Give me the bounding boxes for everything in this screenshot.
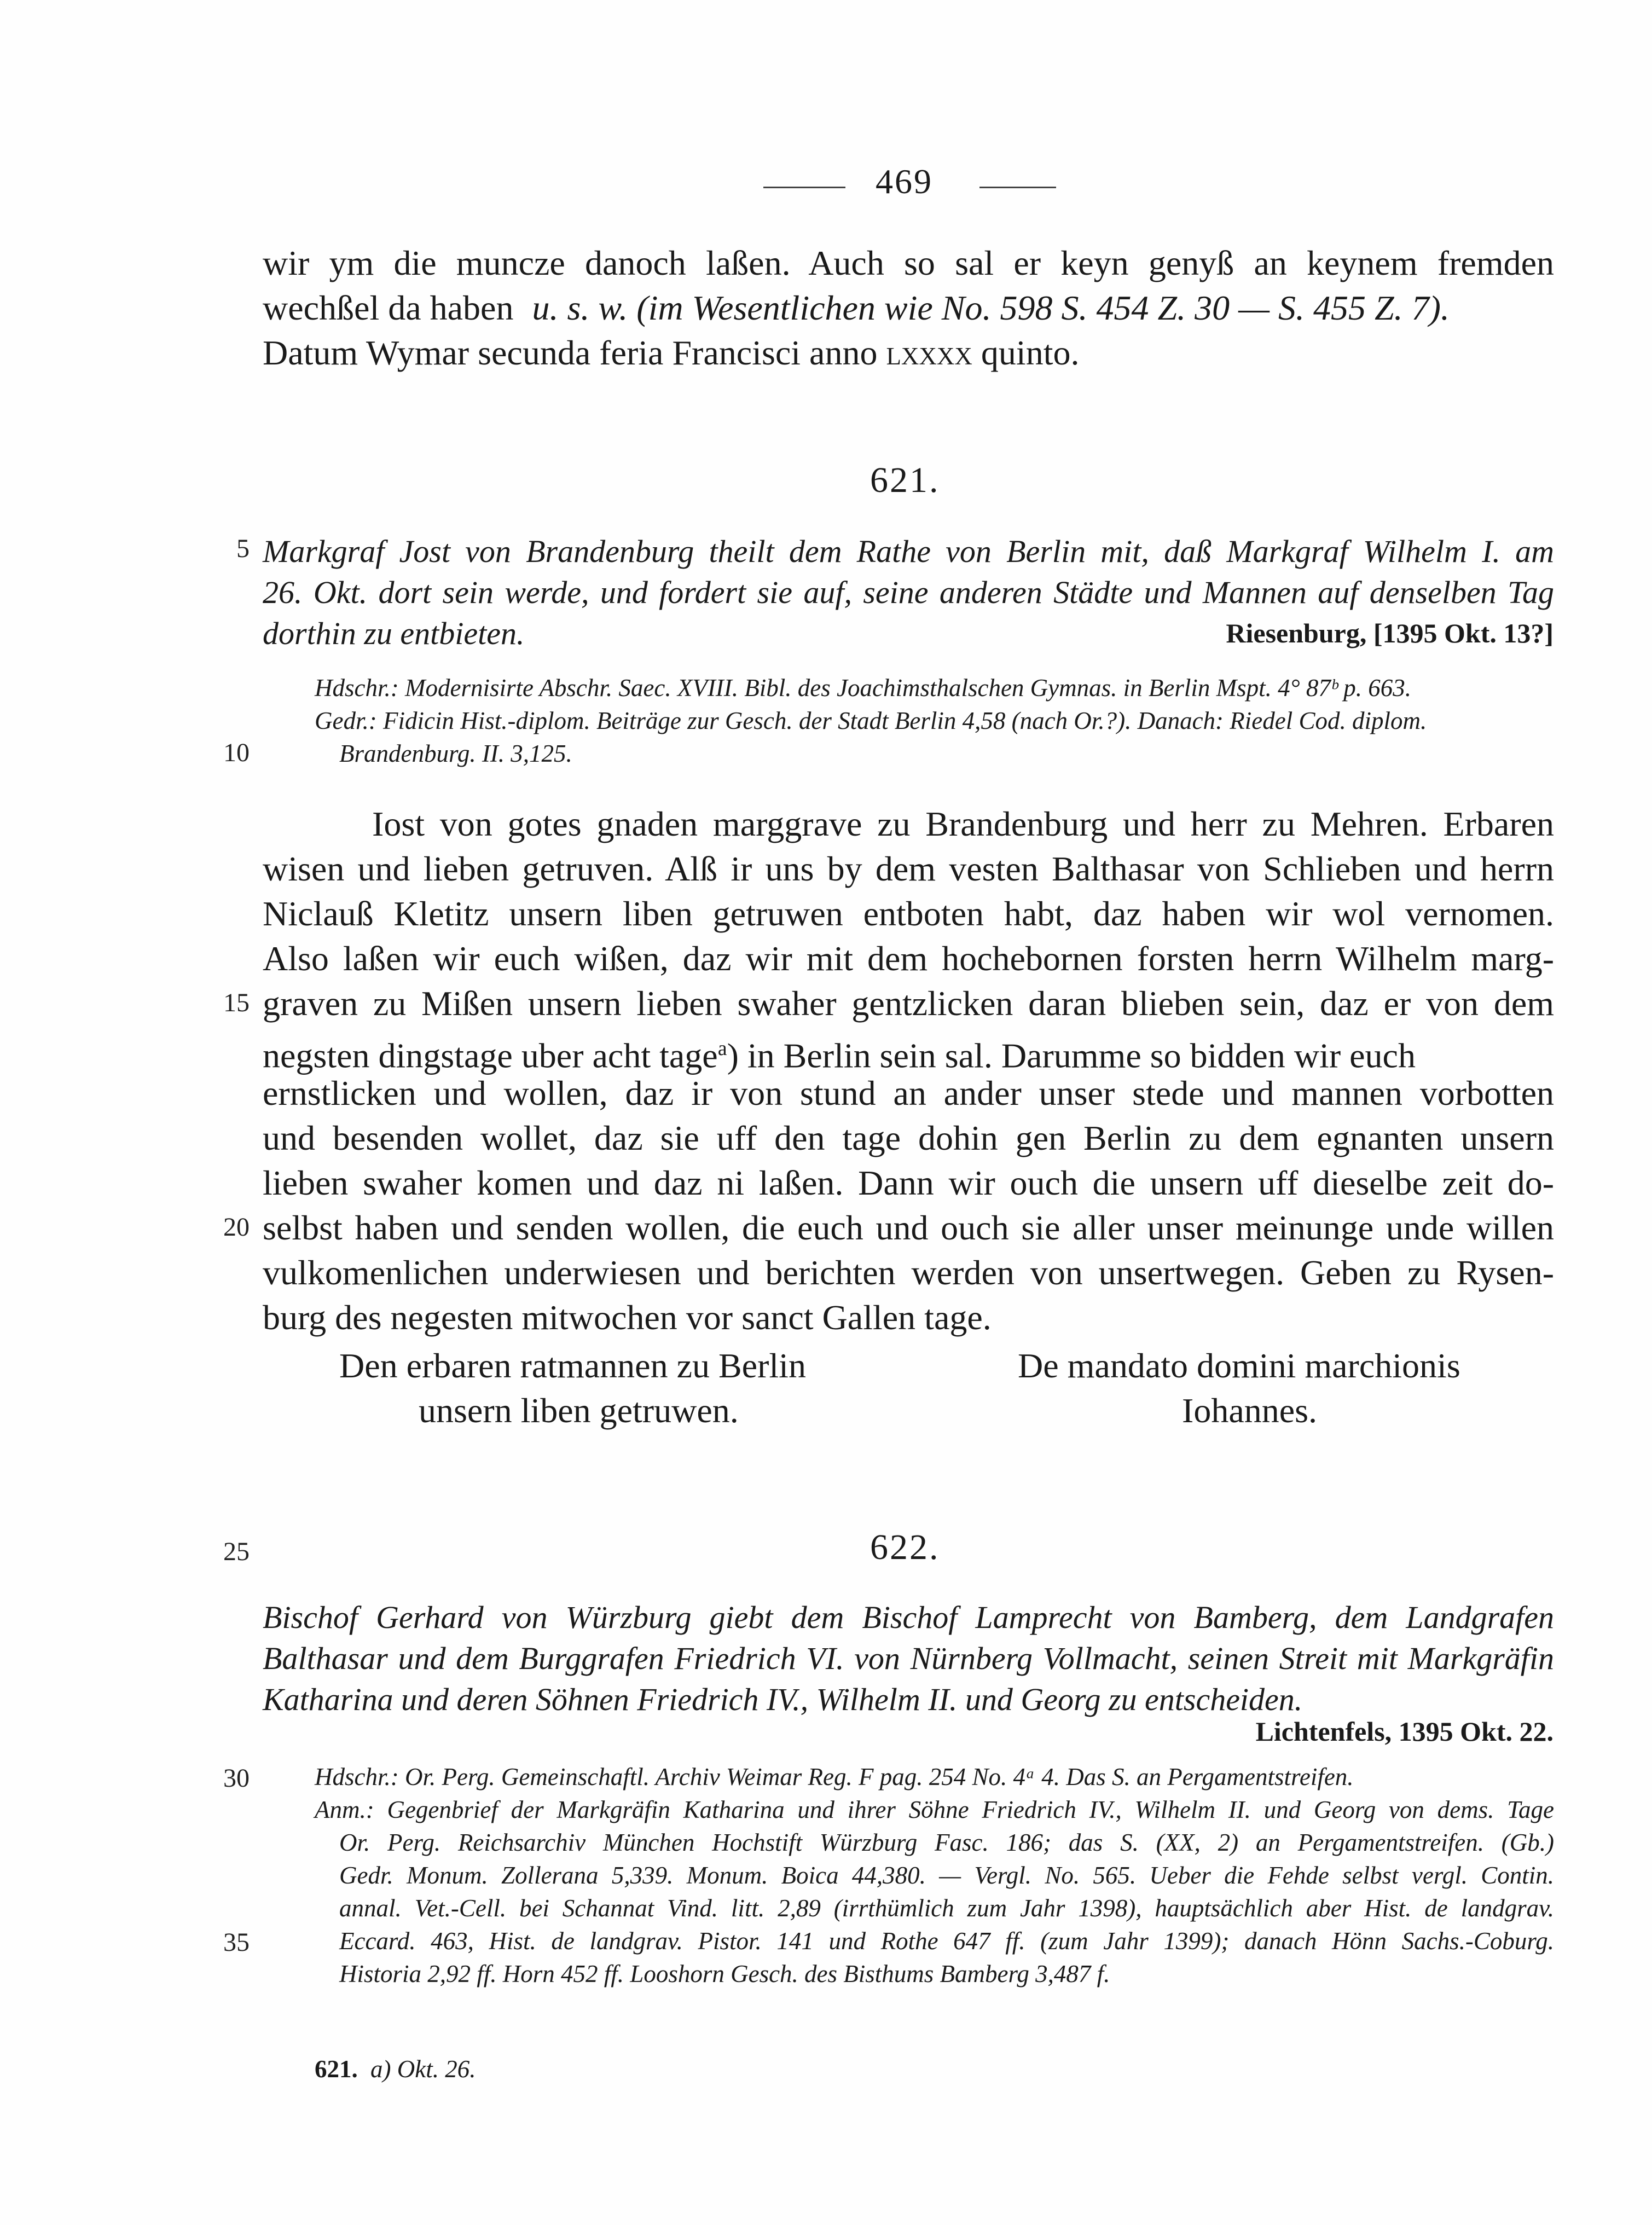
doc621-text-line-4: Also laßen wir euch wißen, daz wir mit dem hochebornen forsten herrn Wilhelm marg- — [263, 939, 1554, 978]
doc621-text-line-6-a: negsten dingstage uber acht tage$^a$) in Berlin sein sal. Darumme so bidden wir euch — [263, 1036, 1416, 1075]
doc622-source-3: Or. Perg. Reichsarchiv München Hochstift Würzburg Fasc. 186; das S. (XX, 2) an Pergamentstreifen. (Gb.) — [339, 1829, 1554, 1856]
doc622-source-5: annal. Vet.-Cell. bei Schannat Vind. litt. 2,89 (irrthümlich zum Jahr 1398), hauptsächlich aber Hist. de landgrav. — [339, 1894, 1554, 1922]
footnote-ref: 621. — [315, 2055, 358, 2083]
footnote-text: a) Okt. 26. — [370, 2055, 476, 2083]
doc621-text-line-12: burg des negesten mitwochen vor sanct Gallen tage. — [263, 1298, 992, 1337]
doc621-mandate-2: Iohannes. — [1182, 1391, 1318, 1430]
footnote — [315, 2055, 476, 2083]
doc621-text-line-3: Niclauß Kletitz unsern liben getruwen entboten habt, daz haben wir wol vernomen. — [263, 894, 1554, 933]
doc622-source-7: Historia 2,92 ff. Horn 452 ff. Looshorn Gesch. des Bisthums Bamberg 3,487 f. — [339, 1960, 1110, 1988]
intro-year: lxxxx — [886, 333, 972, 372]
intro-line-2-text: wechßel da haben — [263, 288, 514, 327]
doc621-address-1: Den erbaren ratmannen zu Berlin — [339, 1346, 806, 1385]
header-rule-right — [979, 187, 1056, 188]
doc622-regest-line-3: Katharina und deren Söhnen Friedrich IV., Wilhelm II. und Georg zu entscheiden. — [263, 1682, 1303, 1717]
doc621-text-line-11: vulkomenlichen underwiesen und berichten werden von unsertwegen. Geben zu Rysen- — [263, 1253, 1554, 1292]
line-number-25: 25 — [223, 1537, 250, 1566]
doc621-mandate-1: De mandato domini marchionis — [1018, 1346, 1460, 1385]
line-number-15: 15 — [223, 988, 250, 1017]
doc621-text-line-9: lieben swaher komen und daz ni laßen. Dann wir ouch die unsern uff dieselbe zeit do- — [263, 1163, 1554, 1202]
header-rule-left — [763, 187, 845, 188]
doc621-dateline: Riesenburg, [1395 Okt. 13?] — [1226, 618, 1554, 648]
doc621-regest-line-1: Markgraf Jost von Brandenburg theilt dem Rathe von Berlin mit, daß Markgraf Wilhelm I. am — [263, 534, 1554, 569]
line-number-5: 5 — [236, 534, 250, 563]
intro-year-end: quinto. — [981, 333, 1080, 372]
doc621-address-2: unsern liben getruwen. — [419, 1391, 739, 1430]
doc621-source-1: Hdschr.: Modernisirte Abschr. Saec. XVIII. Bibl. des Joachimsthalschen Gymnas. in Berlin Mspt. 4° 87ᵇ p. 663. — [315, 674, 1411, 702]
doc621-text-line-10: selbst haben und senden wollen, die euch und ouch sie aller unser meinunge unde willen — [263, 1208, 1554, 1247]
doc622-regest-line-1: Bischof Gerhard von Würzburg giebt dem Bischof Lamprecht von Bamberg, dem Landgrafen — [263, 1600, 1554, 1635]
doc621-text-line-7: ernstlicken und wollen, daz ir von stund an ander unser stede und mannen vorbotten — [263, 1074, 1554, 1112]
intro-line-3-text: Datum Wymar secunda feria Francisci anno — [263, 333, 878, 372]
doc621-source-2: Gedr.: Fidicin Hist.-diplom. Beiträge zur Gesch. der Stadt Berlin 4,58 (nach Or.?). Danach: Riedel Cod. diplom. — [315, 707, 1427, 734]
doc622-dateline: Lichtenfels, 1395 Okt. 22. — [1255, 1716, 1554, 1747]
intro-line-1: wir ym die muncze danoch laßen. Auch so sal er keyn genyß an keynem fremden — [263, 244, 1554, 282]
doc622-source-1: Hdschr.: Or. Perg. Gemeinschaftl. Archiv Weimar Reg. F pag. 254 No. 4ᵃ 4. Das S. an Pergamentstreifen. — [315, 1763, 1354, 1791]
doc622-regest-line-2: Balthasar und dem Burggrafen Friedrich VI. von Nürnberg Vollmacht, seinen Streit mit Markgräfin — [263, 1641, 1554, 1676]
line-number-35: 35 — [223, 1928, 250, 1957]
footnote-marker-a: a — [717, 1037, 727, 1060]
line-number-20: 20 — [223, 1213, 250, 1242]
doc621-regest-line-2: 26. Okt. dort sein werde, und fordert sie auf, seine anderen Städte und Mannen auf denselben Tag — [263, 575, 1554, 610]
doc621-text-line-5: graven zu Mißen unsern lieben swaher gentzlicken daran blieben sein, daz er von dem — [263, 984, 1554, 1023]
intro-line-2 — [263, 286, 1554, 331]
doc621-text-line-2: wisen und lieben getruven. Alß ir uns by dem vesten Balthasar von Schlieben und herrn — [263, 849, 1554, 888]
page-number: 469 — [876, 162, 933, 201]
doc622-source-4: Gedr. Monum. Zollerana 5,339. Monum. Boica 44,380. — Vergl. No. 565. Ueber die Fehde selbst vergl. Contin. — [339, 1862, 1554, 1889]
doc622-number: 622. — [870, 1527, 940, 1567]
doc621-text-line-1: Iost von gotes gnaden marggrave zu Brandenburg und herr zu Mehren. Erbaren — [372, 804, 1554, 843]
doc621-text-line-8: und besenden wollet, daz sie uff den tage dohin gen Berlin zu dem egnanten unsern — [263, 1119, 1554, 1157]
doc621-text-line-6-b: ) in Berlin sein sal. Darumme so bidden wir euch — [727, 1036, 1416, 1075]
doc622-source-2: Anm.: Gegenbrief der Markgräfin Katharina und ihrer Söhne Friedrich IV., Wilhelm II. und Georg von dems. Tage — [315, 1796, 1554, 1823]
doc621-number: 621. — [870, 460, 940, 500]
doc621-regest-line-3: dorthin zu entbieten. — [263, 616, 525, 651]
doc622-source-6: Eccard. 463, Hist. de landgrav. Pistor. 141 und Rothe 647 ff. (zum Jahr 1399); danach Hönn Sachs.-Coburg. — [339, 1927, 1554, 1955]
doc621-source-3: Brandenburg. II. 3,125. — [339, 740, 572, 767]
intro-line-3 — [263, 331, 1079, 375]
line-number-30: 30 — [223, 1764, 250, 1793]
intro-italic-ref: u. s. w. (im Wesentlichen wie No. 598 S. 454 Z. 30 — S. 455 Z. 7). — [532, 288, 1450, 327]
line-number-10: 10 — [223, 738, 250, 767]
